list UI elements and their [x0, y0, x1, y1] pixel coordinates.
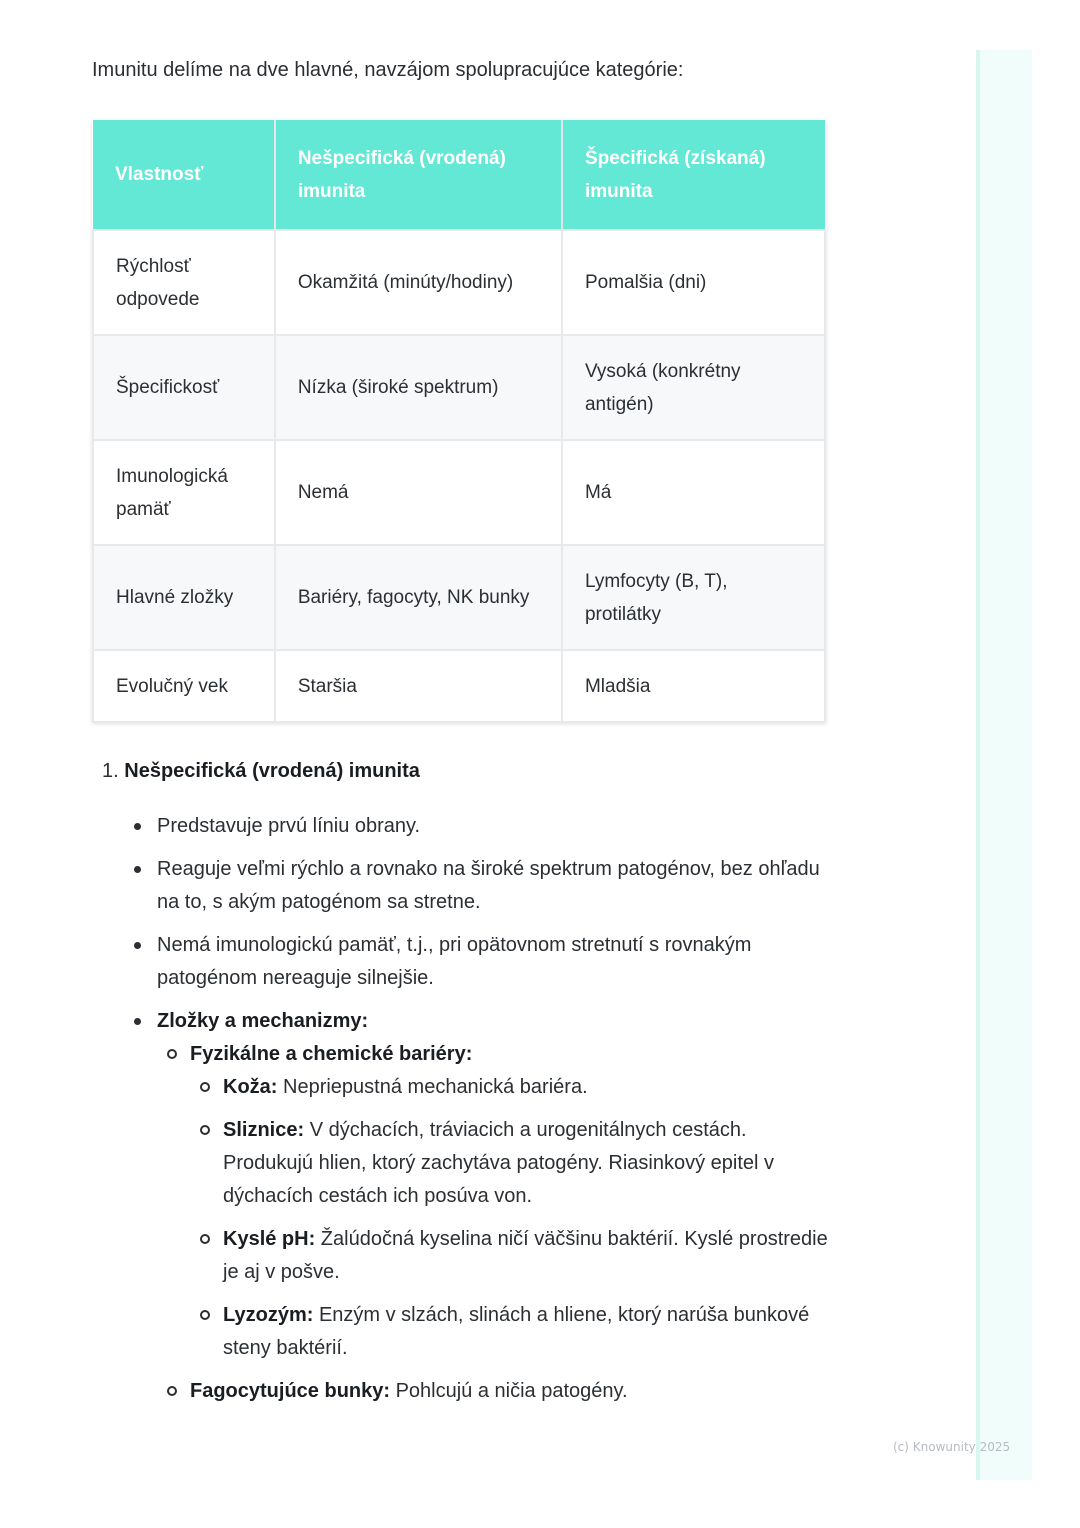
table-cell: Má: [562, 440, 825, 545]
table-cell: Nízka (široké spektrum): [275, 335, 562, 440]
components-list: [157, 1038, 828, 1408]
table-cell: Staršia: [275, 650, 562, 722]
definition: Žalúdočná kyselina ničí väčšinu baktérií. Kyslé prostredie je aj v pošve.: [223, 1228, 828, 1283]
list-item: [190, 1375, 828, 1408]
side-decoration-strip: [976, 50, 1032, 1480]
components-label: Zložky a mechanizmy:: [157, 1010, 369, 1032]
table-row: [93, 230, 825, 335]
list-item: [223, 1071, 828, 1104]
barriers-label: Fyzikálne a chemické bariéry:: [190, 1043, 473, 1065]
list-item: [157, 1005, 828, 1408]
term: Fagocytujúce bunky:: [190, 1380, 391, 1402]
term: Sliznice:: [223, 1119, 305, 1141]
section-title: Nešpecifická (vrodená) imunita: [124, 760, 420, 782]
table-cell: Mladšia: [562, 650, 825, 722]
table-row: [93, 545, 825, 650]
list-item: Predstavuje prvú líniu obrany.: [157, 810, 828, 843]
table-header-cell: Vlastnosť: [93, 120, 275, 230]
copyright-footer: (c) Knowunity 2025: [893, 1440, 1011, 1454]
table-cell: Imunologická pamäť: [93, 440, 275, 545]
table-cell: Okamžitá (minúty/hodiny): [275, 230, 562, 335]
list-item: Nemá imunologickú pamäť, t.j., pri opätovnom stretnutí s rovnakým patogénom nereaguje silnejšie.: [157, 929, 828, 995]
table-cell: Nemá: [275, 440, 562, 545]
section-heading: [92, 755, 828, 788]
document-content: [92, 50, 828, 1402]
section-number: 1.: [102, 760, 119, 782]
table-header-cell: Špecifická (získaná) imunita: [562, 120, 825, 230]
table-cell: Rýchlosť odpovede: [93, 230, 275, 335]
innate-immunity-section: [92, 755, 828, 1418]
definition: V dýchacích, tráviacich a urogenitálnych cestách. Produkujú hlien, ktorý zachytáva patogény. Riasinkový epitel v dýchacích cestách ich posúva von.: [223, 1119, 775, 1207]
table-cell: Bariéry, fagocyty, NK bunky: [275, 545, 562, 650]
table-cell: Pomalšia (dni): [562, 230, 825, 335]
table-cell: Špecifickosť: [93, 335, 275, 440]
list-item: [223, 1299, 828, 1365]
list-item: Reaguje veľmi rýchlo a rovnako na široké spektrum patogénov, bez ohľadu na to, s akým patogénom sa stretne.: [157, 853, 828, 919]
table-cell: Hlavné zložky: [93, 545, 275, 650]
definition: Pohlcujú a ničia patogény.: [390, 1380, 628, 1402]
bullet-list: [92, 810, 828, 1408]
intro-text: Imunitu delíme na dve hlavné, navzájom spolupracujúce kategórie:: [92, 59, 684, 81]
table-header-row: [93, 120, 825, 230]
table-header-cell: Nešpecifická (vrodená) imunita: [275, 120, 562, 230]
table-row: [93, 335, 825, 440]
list-item: [223, 1114, 828, 1213]
list-item: [223, 1223, 828, 1289]
list-item: [190, 1038, 828, 1365]
term: Lyzozým:: [223, 1304, 314, 1326]
definition: Nepriepustná mechanická bariéra.: [277, 1076, 588, 1098]
definition: Enzým v slzách, slinách a hliene, ktorý narúša bunkové steny baktérií.: [223, 1304, 810, 1359]
immunity-comparison-table: [92, 120, 826, 723]
barriers-list: [190, 1071, 828, 1365]
table-cell: Vysoká (konkrétny antigén): [562, 335, 825, 440]
table-cell: Lymfocyty (B, T), protilátky: [562, 545, 825, 650]
table-cell: Evolučný vek: [93, 650, 275, 722]
table-row: [93, 650, 825, 722]
table-row: [93, 440, 825, 545]
term: Koža:: [223, 1076, 278, 1098]
term: Kyslé pH:: [223, 1228, 316, 1250]
